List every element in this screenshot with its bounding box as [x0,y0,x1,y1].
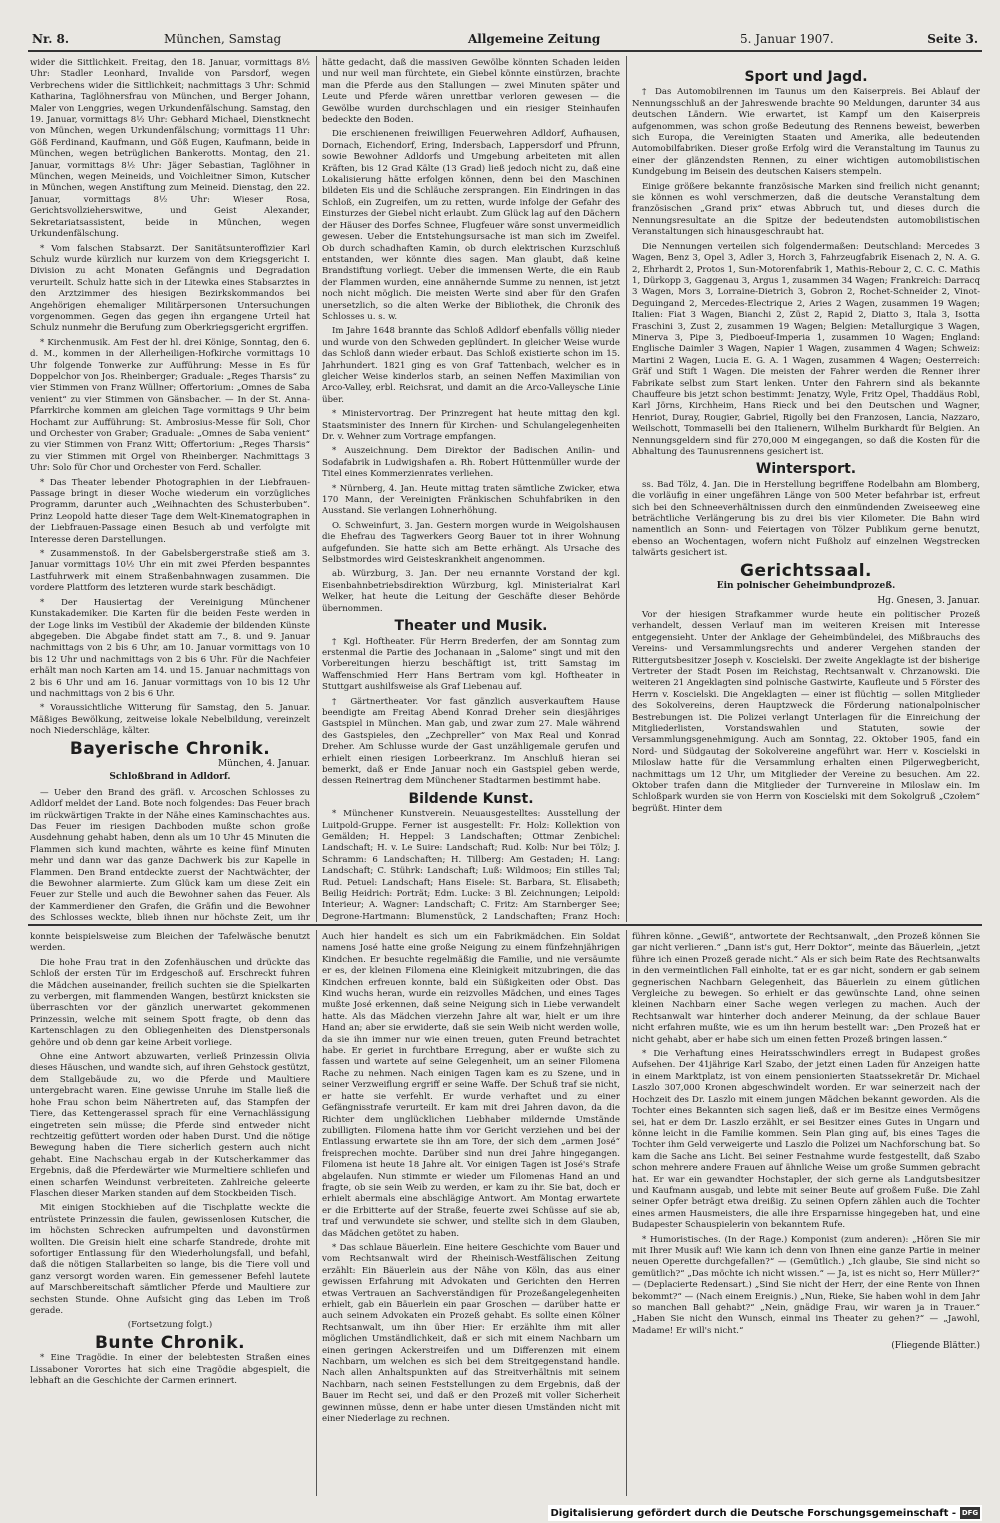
article-text: hätte gedacht, daß die massiven Gewölbe könnten Schaden leiden und nur weil man fürchtete, ein Giebel könnte einstürzen, brachte man die Pferde aus den Stallungen — zwei Minuten später und Leute und Pferde wären unrettbar verloren gewesen — die Gewölbe wurden durchschlagen und ein riesiger Steinhaufen bedeckte den Boden. [322,58,620,126]
continuation-note: (Fortsetzung folgt.) [127,1320,213,1331]
story-text: Die hohe Frau trat in den Zofenhäuschen und drückte das Schloß der ersten Tür im Erdgeschoß auf. Erschreckt fuhren die Mädchen auseinander, freilich suchten sie die Spielkarten zu verbergen, mit flammenden Wangen, bestürzt knicksten sie überraschten vor der gänzlich unerwartet gekommenen Prinzessin, welche mit seinem Spott fragte, ob denn das Kartenschlagen zu den Obliegenheiten des Dienstpersonals gehöre und ob denn gar keine Arbeit vorliege. [30,957,310,1048]
article-text: † Gärtnertheater. Vor fast gänzlich ausverkauftem Hause beendigte am Freitag Abend Konrad Dreher sein diesjähriges Gastspiel in München. Man gab, und zwar zum 27. Male während des Gastspieles, den „Zechpreller“ von Max Real und Konrad Dreher. Am Schlusse wurde der Gast unzähligemale gerufen und erhielt einen riesigen Lorbeerkranz. Im Anschluß hieran sei bemerkt, daß er Ende Januar noch ein Gastspiel geben werde, dessen Reinertrag dem Münchener Stadtarmen bestimmt habe. [322,696,620,787]
article-text: — Ueber den Brand des gräfl. v. Arcoschen Schlosses zu Adldorf meldet der Land. Bote noch folgendes: Das Feuer brach im rückwärtigen Trakte in der Nähe eines Kaminschachtes aus. Das Feuer im riesigen Dachboden mußte schon große Ausdehnung gehabt haben, denn als um 10 Uhr 45 Minuten die Flammen sich kund machten, währte es keine fünf Minuten mehr und dann war das ganze Dachwerk bis zur Kapelle in Flammen. Den Brand entdeckte zuerst der Nachtwächter, der die Bewohner alarmierte. Zum Glück kam um diese Zeit ein Feuer zur Stelle und auch die Bewohner sahen das Feuer. Als der Kammerdiener den Grafen, die Gräfin und die Bewohner des Schlosses weckte, blieb ihnen nur höchste Zeit, um ihr [30,787,310,922]
column-divider [626,930,627,1496]
article-text: * Eine Tragödie. In einer der belebtesten Straßen eines Lissaboner Vorortes hat sich eine Tragödie abgespielt, die lebhaft an die Geschichte der Carmen erinnert. [30,1353,310,1387]
article-subtitle: Schloßbrand in Adldorf. [109,772,231,783]
story-text: Ohne eine Antwort abzuwarten, verließ Prinzessin Olivia dieses Häuschen, und wandte sich, auf ihren Gehstock gestützt, dem Stallgebäude zu, wo die Pferde und Maultiere untergebracht waren. Eine gewisse Unruhe im Stalle ließ die hohe Frau schon beim Nähertreten auf, das Stampfen der Tiere, das Kettengerassel sprach für eine Vernachlässigung eingetreten sein müsse; die Pferde sind entweder nicht rechtzeitig gefüttert worden oder haben Durst. Und die nötige Bewegung haben die Tiere sicherlich gestern auch nicht gehabt. Eine Nachschau ergab in der Kutscherkammer das Ergebnis, daß die Pferdewärter wie Murmeltiere schliefen und einen scharfen Weindunst verbreiteten. Zahlreiche geleerte Flaschen dieser Marken standen auf dem Stockbeiden Tisch. [30,1052,310,1199]
feuilleton-column-1 [30,932,310,1496]
credit-text: Digitalisierung gefördert durch die Deutsche Forschungsgemeinschaft - [550,1507,956,1519]
story-text: konnte beispielsweise zum Bleichen der Tafelwäsche benutzt werden. [30,932,310,954]
dateline: Hg. Gnesen, 3. Januar. [877,596,980,607]
article-text: Auch hier handelt es sich um ein Fabrikmädchen. Ein Soldat namens José hatte eine große Neigung zu einem fünfzehnjährigen Kindchen. Er besuchte regelmäßig die Familie, und nie versäumte er es, der kleinen Filomena eine Kleinigkeit mitzubringen, die das Kindchen erfreuen konnte, bald ein Süßigkeiten oder Obst. Das Kind wuchs heran, wurde ein reizvolles Mädchen, und eines Tages mußte José erkennen, daß seine Neigung sich in Liebe verwandelt hatte. Als das Mädchen vierzehn Jahre alt war, hielt er um ihre Hand an; aber sie erwiderte, daß sie sein Weib nicht werden wolle, da sie ihn immer nur wie einen treuen, guten Freund betrachtet habe. Er geriet in furchtbare Erregung, aber er wußte sich zu fassen und wartete auf seine Gelegenheit, um an seiner Filomena Rache zu nehmen. Nach einigen Tagen kam es zu Szene, und in seiner Verzweiflung ergriff er seine Waffe. Der Schuß traf sie nicht, er hatte sie verfehlt. Er wurde verhaftet und zu einer Gefängnisstrafe verurteilt. Er kam mit drei Jahren davon, da die Richter dem unglücklichen Liebhaber mildernde Umstände zubilligten. Filomena hatte ihm vor Gericht verziehen und bei der Entlassung erwartete sie ihn am Tore, der sich dem „armen José“ freisprechen mochte. Darüber sind nun drei Jahre hingegangen. Filomena ist heute 18 Jahre alt. Vor einigen Tagen ist José's Strafe abgelaufen. Nun stimmte er wieder um Filomenas Hand an und fragte, ob sie sein Weib zu werden, er kam zu ihr. Sie bat, doch er erhielt abermals eine abschlägige Antwort. Am Montag erwartete er die Erbitterte auf der Straße, feuerte zwei Schüsse auf sie ab, traf und verwundete sie schwer, und stellte sich in dem Glauben, das Mädchen getötet zu haben. [322,932,620,1239]
article-text: * Die Verhaftung eines Heiratsschwindlers erregt in Budapest großes Aufsehen. Der 41jährige Karl Szabo, der jetzt einen Laden für Anzeigen hatte in einem Marktplatz, ist von einem pensionierten Staatssekretär Dr. Michael Laszlo 307,000 Kronen abgeschwindelt worden. Er war seinerzeit nach der Hochzeit des Dr. Laszlo mit einem jungen Mädchen bekannt geworden. Als die Tochter eines Bekannten sich sagen ließ, daß er im Besitze eines Vermögens sei, hat er dem Dr. Laszlo erzählt, er sei Besitzer eines Gutes in Ungarn und könne leicht in die Familie kommen. Sein Plan ging auf, bis eines Tages die Tochter ihm Geld verweigerte und Laszlo die Polizei um Nachforschung bat. So kam die Sache ans Licht. Bei seiner Festnahme wurde festgestellt, daß Szabo schon mehrere andere Frauen auf ähnliche Weise um große Summen gebracht hat. Er war ein gewandter Hochstapler, der sich gerne als Landgutsbesitzer und Kaufmann ausgab, und lebte mit seiner Beute auf großem Fuße. Die Zahl seiner Opfer beträgt etwa dreißig. Zu seinen Opfern zählen auch die Tochter eines armen Hausmeisters, die alle ihre Ersparnisse hingegeben hat, und eine Budapester Schauspielerin von bekanntem Rufe. [632,1049,980,1231]
article-text: * Das Theater lebender Photographien in der Liebfrauen-Passage bringt in dieser Woche wiederum ein vorzügliches Programm, darunter auch „Weihnachten des Schusterbuben“. Prinz Leopold hatte dieser Tage dem Welt-Kinematographen in der Liebfrauen-Passage einen Besuch ab und verfolgte mit Interesse deren Darstellungen. [30,477,310,545]
article-text: ab. Würzburg, 3. Jan. Der neu ernannte Vorstand der kgl. Eisenbahnbetriebsdirektion Würzburg, kgl. Ministerialrat Karl Welker, hat heute die Leitung der Geschäfte dieser Behörde übernommen. [322,569,620,614]
article-text: Im Jahre 1648 brannte das Schloß Adldorf ebenfalls völlig nieder und wurde von den Schweden geplündert. In gleicher Weise wurde das Schloß dann wieder erbaut. Das Schloß existierte schon im 15. Jahrhundert. 1821 ging es von Graf Tattenbach, welcher es in gleicher Weise kinderlos starb, an seinen Neffen Maximilian von Arco-Valley, erbl. Reichsrat, und damit an die Arco-Valleysche Linie über. [322,326,620,405]
article-text: Die erschienenen freiwilligen Feuerwehren Adldorf, Aufhausen, Dornach, Eichendorf, Ering, Indersbach, Lappersdorf und Pfrunn, sowie Bewohner Adldorfs und Umgebung arbeiteten mit allen Kräften, bis 12 Grad Kälte (13 Grad) ließ jedoch nicht zu, daß eine Lokalisierung hätte erfolgen können, denn bei den Maschinen bildeten Eis und die Schläuche zersprangen. Ein Eindringen in das Schloß, ein Zugreifen, um zu retten, wurde infolge der Gefahr des Einsturzes der Giebel nicht erlaubt. Zum Glück lag auf den Dächern der Häuser des Dorfes Schnee, Flugfeuer wäre sonst unvermeidlich gewesen. Ueber die Entstehungsursache ist man sich im Zweifel. Ob durch schadhaften Kamin, ob durch elektrischen Kurzschluß entstanden, wer könnte dies sagen. Man glaubt, daß keine Brandstiftung vorliegt. Ueber die immensen Werte, die ein Raub der Flammen wurden, eine annähernde Summe zu nennen, ist jetzt noch nicht möglich. Die meisten Werte sind aber für den Grafen unersetzlich, so die alten Werke der Bibliothek, die Chronik des Schlosses u. s. w. [322,129,620,322]
article-text: † Kgl. Hoftheater. Für Herrn Brederfen, der am Sonntag zum erstenmal die Partie des Jochanaan in „Salome“ singt und mit den Vorbereitungen hierzu beschäftigt ist, tritt Samstag im Waffenschmied Herr Hans Bertram vom kgl. Hoftheater in Stuttgart aushilfsweise als Graf Liebenau auf. [322,636,620,693]
column-divider [316,930,317,1496]
section-title-bildende-kunst: Bildende Kunst. [408,790,534,807]
article-text: * Der Hausiertag der Vereinigung Münchener Kunstakademiker. Die Karten für die beiden Feste werden in der Loge links im Vestibül der Akademie der bildenden Künste abgegeben. Die Abgabe findet statt am 7., 8. und 9. Januar nachmittags von 2 bis 6 Uhr, am 10. Januar vormittags von 10 bis 12 Uhr und nachmittags von 2 bis 6 Uhr. Für die Nachfeier erhält man noch Karten am 14. und 15. Januar nachmittags von 2 bis 6 Uhr und am 16. Januar vormittags von 10 bis 12 Uhr und nachmittags von 2 bis 6 Uhr. [30,597,310,699]
column-divider [626,56,627,922]
article-text: * Ministervortrag. Der Prinzregent hat heute mittag den kgl. Staatsminister des Innern für Kirchen- und Schulangelegenheiten Dr. v. Wehner zum Vortrage empfangen. [322,409,620,442]
story-text: Mit einigen Stockhieben auf die Tischplatte weckte die entrüstete Prinzessin die faulen, gewissenlosen Kutscher, die im höchsten Schrecken aufrumpelten und davonstürmen wollten. Die Greisin hielt eine scharfe Standrede, drohte mit sofortiger Entlassung für den Wiederholungsfall, und befahl, daß die nötigen Stallarbeiten so lange, bis die Tiere voll und ganz versorgt worden waren. Ein gemessener Befehl lautete auf Marschbereitschaft sämtlicher Pferde und Maultiere zur sechsten Stunde. Ohne Aufsicht ging das Leben im Troß gerade. [30,1203,310,1316]
place-day: München, Samstag [164,32,282,46]
column-3 [632,58,980,922]
section-title-gerichtssaal: Gerichtssaal. [740,560,872,581]
article-text: * Münchener Kunstverein. Neuausgestelltes: Ausstellung der Luitpold-Gruppe. Ferner ist ausgestellt: Fr. Holz: Kollektion von Gemälden; H. Heppel: 3 Landschaften; Ottmar Zenbichel: Landschaft; H. v. Le Suire: Landschaft; Rud. Kolb: Nur bei Tölz; J. Schramm: 6 Landschaften; H. Tillberg: Am Gestaden; H. Lang: Landschaft; C. Stührk: Landschaft; Luß: Wildmoos; Ein stilles Tal; Rud. Petuel: Landschaft; Hans Eisele: St. Barbara, St. Elisabeth; Beilig Heidrich: Porträt; Edm. Lucke: 3 Bl. Zeichnungen; Leipold: Interieur; A. Wagner: Landschaft; C. Fritz: Am Starnberger See; Degrone-Hartmann: Blumenstück, 2 Landschaften; Franz Hoch: [322,809,620,922]
dfg-logo-icon: DFG [961,1509,979,1517]
article-subtitle: Ein polnischer Geheimbundprozeß. [716,581,896,592]
article-text: * Das schlaue Bäuerlein. Eine heitere Geschichte vom Bauer und vom Rechtsanwalt wird der Rheinisch-Westfälischen Zeitung erzählt: Ein Bäuerlein aus der Nähe von Köln, das aus einer gewissen Erfahrung mit Advokaten und Gerichten den Herren etwas Vertrauen an Sachverständigen für Prozeßangelegenheiten erhielt, gab ein Bäuerlein ein paar Groschen — darüber hatte er auch seinem Advokaten ein Prozeß gehabt. Es sollte einen Kölner Rechtsanwalt, um ihn über Hier: Er erzählte ihm mit aller möglichen Umständlichkeit, daß er sich mit einem Nachbarn um einen geringen Ackerstreifen und um Differenzen mit einem Nachbarn, um welchen es sich bei dem Streitgegenstand handle. Nach allen Anhaltspunkten auf das Streitverhältnis mit seinem Nachbarn, nach seinen Feststellungen zu dem Ergebnis, daß der Bauer im Recht sei, und daß er den Prozeß mit voller Sicherheit gewinnen müsse, denn er habe unter diesen Umständen nicht mit einer Niederlage zu rechnen. [322,1242,620,1425]
digitization-credit [548,1505,982,1521]
article-text: Vor der hiesigen Strafkammer wurde heute ein politischer Prozeß verhandelt, dessen Verlauf man im weiteren Kreisen mit Interesse entgegensieht. Unter der Anklage der Geheimbündelei, des Mißbrauchs des Vereins- und Versammlungsrechts und anderer Vergehen standen der Rittergutsbesitzer Joseph v. Koscielski. Der zweite Angeklagte ist der bisherige Vertreter der Stadt Posen im Reichstag, Rechtsanwalt v. Chrzanowski. Die weiteren 21 Angeklagten sind polnische Gastwirte, Kaufleute und 5 Förster des Herrn v. Koscielski. Die Angeklagten — einer ist flüchtig — sollen Mitglieder des Sokolvereins, deren Hauptzweck die Förderung nationalpolnischer Bestrebungen ist. Die Polizei verlangt Unterlagen für die Einreichung der Mitgliederlisten, Vorstandswahlen und Statuten, sowie der Versammlungsgenehmigung. Auch am Sonntag, 22. Oktober 1905, fand ein Nord- und Südgautag der Sokolvereine angeführt war. Herr v. Koscielski in Miloslaw hatte für die Versammlung erhalten einen Pilgerwegbericht, nachmittags um 12 Uhr, um Mitglieder der Vereine zu besuchen. Am 22. Oktober trafen dann die Mitglieder der Turnvereine in Miloslaw ein. Im Schloßpark wurden sie von Herrn von Koscielski mit dem Sokolgruß „Czołem“ begrüßt. Hinter dem [632,609,980,814]
article-text: * Kirchenmusik. Am Fest der hl. drei Könige, Sonntag, den 6. d. M., kommen in der Allerheiligen-Hofkirche vormittags 10 Uhr folgende Tonwerke zur Aufführung: Messe in Es für Doppelchor von Jos. Rheinberger; Graduale: „Reges Tharsis“ zu vier Stimmen von Franz Wüllner; Offertorium: „Omnes de Saba venient“ zu vier Stimmen von Gänsbacher. — In der St. Anna-Pfarrkirche kommen am gleichen Tage vormittags 9 Uhr beim Hochamt zur Aufführung: St. Ambrosius-Messe für Soli, Chor und Orchester von Graber; Graduale: „Omnes de Saba venient“ zu vier Stimmen von Franz Witt; Offertorium: „Reges Tharsis“ zu vier Stimmen mit Orgel von Rheinberger. Nachmittags 3 Uhr: Solo für Chor und Orchester von Ferd. Schaller. [30,337,310,474]
article-text: ss. Bad Tölz, 4. Jan. Die in Herstellung begriffene Rodelbahn am Blomberg, die vorläufig in einer ungefähren Länge von 500 Meter befahrbar ist, erfreut sich bei den Schneeverhältnissen durch den einmündenden Zweiseeweg eine beträchtliche Verlängerung bis zu drei bis vier Kilometer. Die Bahn wird namentlich an Sonn- und Feiertagen von Tölzer Publikum gerne benutzt, ebenso an Wochentagen, wofern nicht Fußholz auf einzelnen Wegstrecken talwärts gesichert ist. [632,479,980,559]
feuilleton-divider [28,924,982,926]
article-text: führen könne. „Gewiß“, antwortete der Rechtsanwalt, „den Prozeß können Sie gar nicht verlieren.“ „Dann ist's gut, Herr Doktor“, meinte das Bäuerlein, „jetzt führe ich einen Prozeß gerade nicht.“ Als er sich beim Rate des Rechtsanwalts in den vermeintlichen Fall einholte, tat er es gar nicht, sondern er gab seinem gegnerischen Nachbarn Gelegenheit, das Bäuerlein zu einem gütlichen Vergleiche zu bewegen. So erhielt er das gewünschte Land, ohne seinen kleinen Nachbarn einer Sache wegen verlegen zu machen. Auch der Rechtsanwalt war hinterher doch anderer Meinung, da der schlaue Bauer nicht erfahren mußte, wie es um ihn herum bestellt war: „Den Prozeß hat er nicht gehabt, aber er habe sich um einen fetten Prozeß bringen lassen.“ [632,932,980,1045]
article-text: * Zusammenstoß. In der Gabelsbergerstraße stieß am 3. Januar vormittags 10½ Uhr ein mit zwei Pferden bespanntes Lastfuhrwerk mit einem Straßenbahnwagen zusammen. Die vordere Plattform des letzteren wurde stark beschädigt. [30,549,310,594]
page-number: Seite 3. [927,32,978,46]
article-text: wider die Sittlichkeit. Freitag, den 18. Januar, vormittags 8½ Uhr: Stadler Leonhard, Invalide von Parsdorf, wegen Verbrechens wider die Sittlichkeit; nachmittags 3 Uhr: Schmid Katharina, Taglöhnersfrau von München, und Berger Johann, Maler von Lenggries, wegen Urkundenfälschung. Samstag, den 19. Januar, vormittags 8½ Uhr: Gebhard Michael, Dienstknecht von München, wegen Urkundenfälschung; vormittags 11 Uhr: Göß Ferdinand, Kaufmann, und Göß Eugen, Kaufmann, beide in München, wegen betrüglichen Bankerotts. Montag, den 21. Januar, vormittags 8½ Uhr: Jäger Sebastian, Taglöhner in München, wegen Meineids, und Voichleitner Simon, Kutscher in München, wegen Anstiftung zum Meineid. Dienstag, den 22. Januar, vormittags 8½ Uhr: Wieser Rosa, Gerichtsvollzieherswitwe, und Geist Alexander, Sekretariatsassistent, beide in München, wegen Urkundenfälschung. [30,58,310,240]
issue-number: Nr. 8. [32,32,70,46]
feuilleton-column-2 [322,932,620,1496]
issue-date: 5. Januar 1907. [740,32,834,46]
section-title-bayerische-chronik: Bayerische Chronik. [69,738,271,759]
article-text: Einige größere bekannte französische Marken sind freilich nicht genannt; sie können es wohl verschmerzen, daß die deutsche Veranstaltung dem französischen „Grand prix“ etwas Abbruch tut, und dieses durch die Nennungsresultate an die Spitze der bedeutendsten automobilistischen Veranstaltungen sich hinausgeschraubt hat. [632,181,980,238]
article-text: † Das Automobilrennen im Taunus um den Kaiserpreis. Bei Ablauf der Nennungsschluß an der Jahreswende brachte 90 Meldungen, darunter 34 aus deutschen Ländern. Wie erwartet, ist Kampf um den Kaiserpreis aufgenommen, was schon große Bedeutung des Rennens beweist, bewerben sich Europa, die Vereinigten Staaten und Amerika, alle bedeutenden Automobilfabriken. Dieser große Erfolg wird die Veranstaltung im Taunus zu einer der glänzendsten Rennen, zu einer wichtigen automobilistischen Kundgebung im Beisein des deutschen Kaisers stempeln. [632,87,980,178]
dateline: München, 4. Januar. [217,758,310,769]
article-text: Die Nennungen verteilen sich folgendermaßen: Deutschland: Mercedes 3 Wagen, Benz 3, Opel 3, Adler 3, Horch 3, Fahrzeugfabrik Eisenach 2, N. A. G. 2, Ehrhardt 2, Protos 1, Sun-Motorenfabrik 1, Mathis-Rebour 2, C. C. C. Mathis 1, Dürkopp 3, Gaggenau 3, Argus 1, zusammen 34 Wagen; Frankreich: Darracq 3 Wagen, Mors 3, Lorraine-Dietrich 3, Gobron 2, Rochet-Schneider 2, Vinot-Deguingand 2, Mercedes-Electrique 2, Aries 2 Wagen, zusammen 19 Wagen; Italien: Fiat 3 Wagen, Bianchi 2, Züst 2, Rapid 2, Diatto 3, Itala 3, Isotta Fraschini 3, Zust 2, zusammen 19 Wagen; Belgien: Metallurgique 3 Wagen, Minerva 3, Pipe 3, Piedboeuf-Imperia 1, zusammen 10 Wagen; England: Englische Daimler 3 Wagen, Napier 1 Wagen, zusammen 4 Wagen; Schweiz: Martini 2 Wagen, Lucia E. G. A. 1 Wagen, zusammen 4 Wagen; Oesterreich: Gräf und Stift 1 Wagen. Die meisten der Fahrer werden die Renner ihrer Fabrikate selbst zum Start lenken. Unter den Fahrern sind als bekannte Chauffeure bis jetzt schon bestimmt: Jenatzy, Wyle, Fritz Opel, Thaddäus Robl, Karl Jörns, Kirchheim, Hans Rieck und bei den Deutschen und Wagner, Henriot, Duray, Rougier, Gabriel, Rigolly bei den Franzosen, Lancia, Nazzaro, Weilschott, Tommaselli bei den Italienern, Wilhelm Burkhardt für Belgien. An Nennungsgeldern sind für 270,000 M eingegangen, so daß die Kosten für die Abhaltung des Taunusrennens gesichert ist. [632,241,980,457]
article-text: O. Schweinfurt, 3. Jan. Gestern morgen wurde in Weigolshausen die Ehefrau des Tagwerkers Georg Bauer tot in ihrer Wohnung aufgefunden. Sie hatte sich am Bette erhängt. Als Ursache des Selbstmordes wird Geisteskrankheit angenommen. [322,520,620,566]
article-text: * Humoristisches. (In der Rage.) Komponist (zum anderen): „Hören Sie mir mit Ihrer Musik auf! Wie kann ich denn von Ihnen eine ganze Partie in meiner neuen Operette durchgefallen?“ — (Gemütlich.) „Ich glaube, Sie sind nicht so gemütlich?“ „Das möchte ich nicht wissen.“ — Ja, ist es nicht so, Herr Müller?“ — (Deplacierte Redensart.) „Sind Sie nicht der Herr, der eine Rente von Ihnen bekommt?“ — (Nach einem Ereignis.) „Nun, Rieke, Sie haben wohl in dem Jahr so manchen Ball gehabt?“ „Nein, gnädige Frau, wir waren ja in Trauer.“ „Haben Sie nicht den Wunsch, einmal ins Theater zu gehen?“ — „Jawohl, Madame! Er will's nicht.“ [632,1234,980,1336]
article-text: * Auszeichnung. Dem Direktor der Badischen Anilin- und Sodafabrik in Ludwigshafen a. Rh. Robert Hüttenmüller wurde der Titel eines Kommerzienrates verliehen. [322,446,620,480]
column-divider [316,56,317,922]
page-header [28,30,982,52]
article-text: * Vom falschen Stabsarzt. Der Sanitätsunteroffizier Karl Schulz wurde kürzlich nur kurzem von dem Kriegsgericht I. Division zu acht Monaten Gefängnis und Degradation verurteilt. Schulz hatte sich in der Litewka eines Stabsarztes in den Arztzimmer des hiesigen Bezirkskommandos bei Angehörigen ehemaliger Militärpersonen Untersuchungen vorgenommen. Gegen das gegen ihn ergangene Urteil hat Schulz nunmehr die Berufung zum Oberkriegsgericht ergriffen. [30,243,310,334]
article-text: * Nürnberg, 4. Jan. Heute mittag traten sämtliche Zwicker, etwa 170 Mann, der Vereinigten Fränkischen Schuhfabriken in den Ausstand. Sie verlangen Lohnerhöhung. [322,483,620,517]
feuilleton-column-3 [632,932,980,1496]
newspaper-title: Allgemeine Zeitung [468,32,601,46]
source-note: (Fliegende Blätter.) [891,1341,980,1352]
section-title-bunte-chronik: Bunte Chronik. [94,1332,246,1353]
weather-note: * Voraussichtliche Witterung für Samstag, den 5. Januar. Mäßiges Bewölkung, zeitweise lokale Nebelbildung, vereinzelt noch Niederschläge, kälter. [30,703,310,737]
section-title-wintersport: Wintersport. [755,461,857,478]
section-title-theater: Theater und Musik. [394,618,548,635]
column-2 [322,58,620,922]
section-title-sport: Sport und Jagd. [744,69,868,85]
column-1 [30,58,310,922]
